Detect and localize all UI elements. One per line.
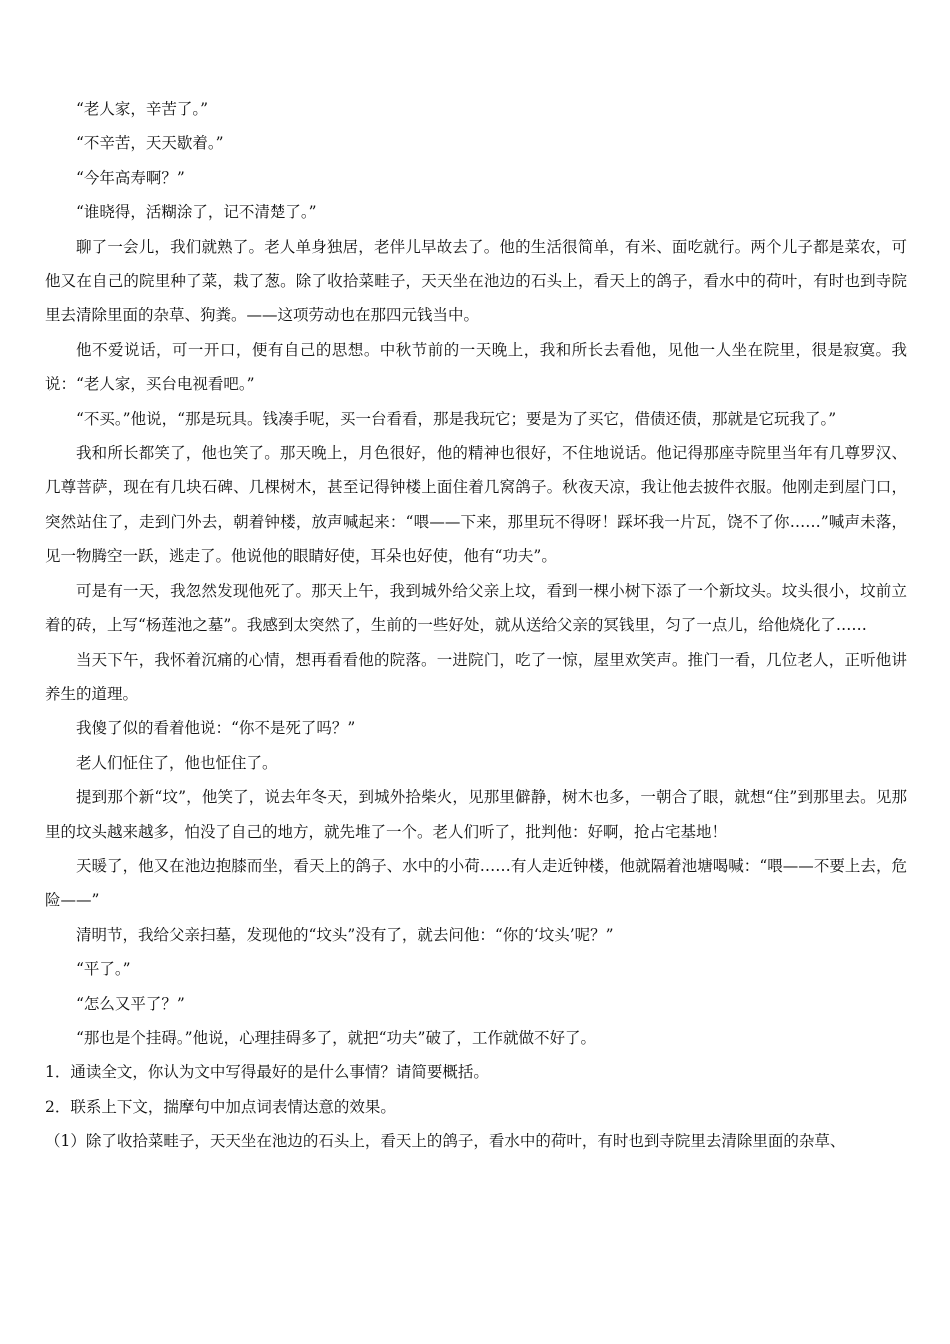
paragraph: “不买。”他说，“那是玩具。钱凑手呢，买一台看看，那是我玩它；要是为了买它，借债还债，那就是它玩我了。” xyxy=(76,409,837,428)
dialogue-line: “谁晓得，活糊涂了，记不清楚了。” xyxy=(76,203,317,222)
paragraph: 天暖了，他又在池边抱膝而坐，看天上的鸽子、水中的小荷……有人走近钟楼，他就隔着池塘喝喊：“喂——不要上去，危险——” xyxy=(45,856,907,910)
dialogue-line: “不辛苦，天天歇着。” xyxy=(76,134,224,153)
document-page xyxy=(45,92,907,1159)
dialogue-line: “平了。” xyxy=(76,960,131,979)
dialogue-line: “那也是个挂碍。”他说，心理挂碍多了，就把“功夫”破了，工作就做不好了。 xyxy=(76,1028,596,1047)
paragraph: 可是有一天，我忽然发现他死了。那天上午，我到城外给父亲上坟，看到一棵小树下添了一个新坟头。坟头很小，坟前立着的砖，上写“杨莲池之墓”。我感到太突然了，生前的一些好处，就从送给父亲的冥钱里，匀了一点儿，给他烧化了…… xyxy=(45,581,907,635)
paragraph: 我和所长都笑了，他也笑了。那天晚上，月色很好，他的精神也很好，不住地说话。他记得那座寺院里当年有几尊罗汉、几尊菩萨，现在有几块石碑、几棵树木，甚至记得钟楼上面住着几窝鸽子。秋夜天凉，我让他去披件衣服。他刚走到屋门口，突然站住了，走到门外去，朝着钟楼，放声喊起来：“喂——下来，那里玩不得呀！踩坏我一片瓦，饶不了你……”喊声未落，见一物腾空一跃，逃走了。他说他的眼睛好使，耳朵也好使，他有“功夫”。 xyxy=(45,444,907,566)
question-2-sub-1: （1）除了收拾菜畦子，天天坐在池边的石头上，看天上的鸽子，看水中的荷叶，有时也到寺院里去清除里面的杂草、 xyxy=(45,1132,846,1151)
paragraph: 清明节，我给父亲扫墓，发现他的“坟头”没有了，就去问他：“你的‘坟头’呢？” xyxy=(76,925,614,944)
question-2: 2．联系上下文，揣摩句中加点词表情达意的效果。 xyxy=(45,1097,396,1116)
paragraph: 聊了一会儿，我们就熟了。老人单身独居，老伴儿早故去了。他的生活很简单，有米、面吃就行。两个儿子都是菜农，可他又在自己的院里种了菜，栽了葱。除了收拾菜畦子，天天坐在池边的石头上，看天上的鸽子，看水中的荷叶，有时也到寺院里去清除里面的杂草、狗粪。——这项劳动也在那四元钱当中。 xyxy=(45,237,907,325)
paragraph: 老人们怔住了，他也怔住了。 xyxy=(76,753,278,772)
paragraph: 提到那个新“坟”，他笑了，说去年冬天，到城外拾柴火，见那里僻静，树木也多，一朝合了眼，就想“住”到那里去。见那里的坟头越来越多，怕没了自己的地方，就先堆了一个。老人们听了，批判他：好啊，抢占宅基地！ xyxy=(45,788,907,841)
dialogue-line: “怎么又平了？” xyxy=(76,994,185,1013)
question-1: 1．通读全文，你认为文中写得最好的是什么事情？请简要概括。 xyxy=(45,1063,489,1082)
paragraph: 他不爱说话，可一开口，便有自己的思想。中秋节前的一天晚上，我和所长去看他，见他一人坐在院里，很是寂寞。我说：“老人家，买台电视看吧。” xyxy=(45,340,907,394)
paragraph: 我傻了似的看着他说：“你不是死了吗？” xyxy=(76,719,356,738)
paragraph: 当天下午，我怀着沉痛的心情，想再看看他的院落。一进院门，吃了一惊，屋里欢笑声。推门一看，几位老人，正听他讲养生的道理。 xyxy=(45,650,907,703)
dialogue-line: “老人家，辛苦了。” xyxy=(76,100,209,118)
dialogue-line: “今年高寿啊？” xyxy=(76,168,185,187)
